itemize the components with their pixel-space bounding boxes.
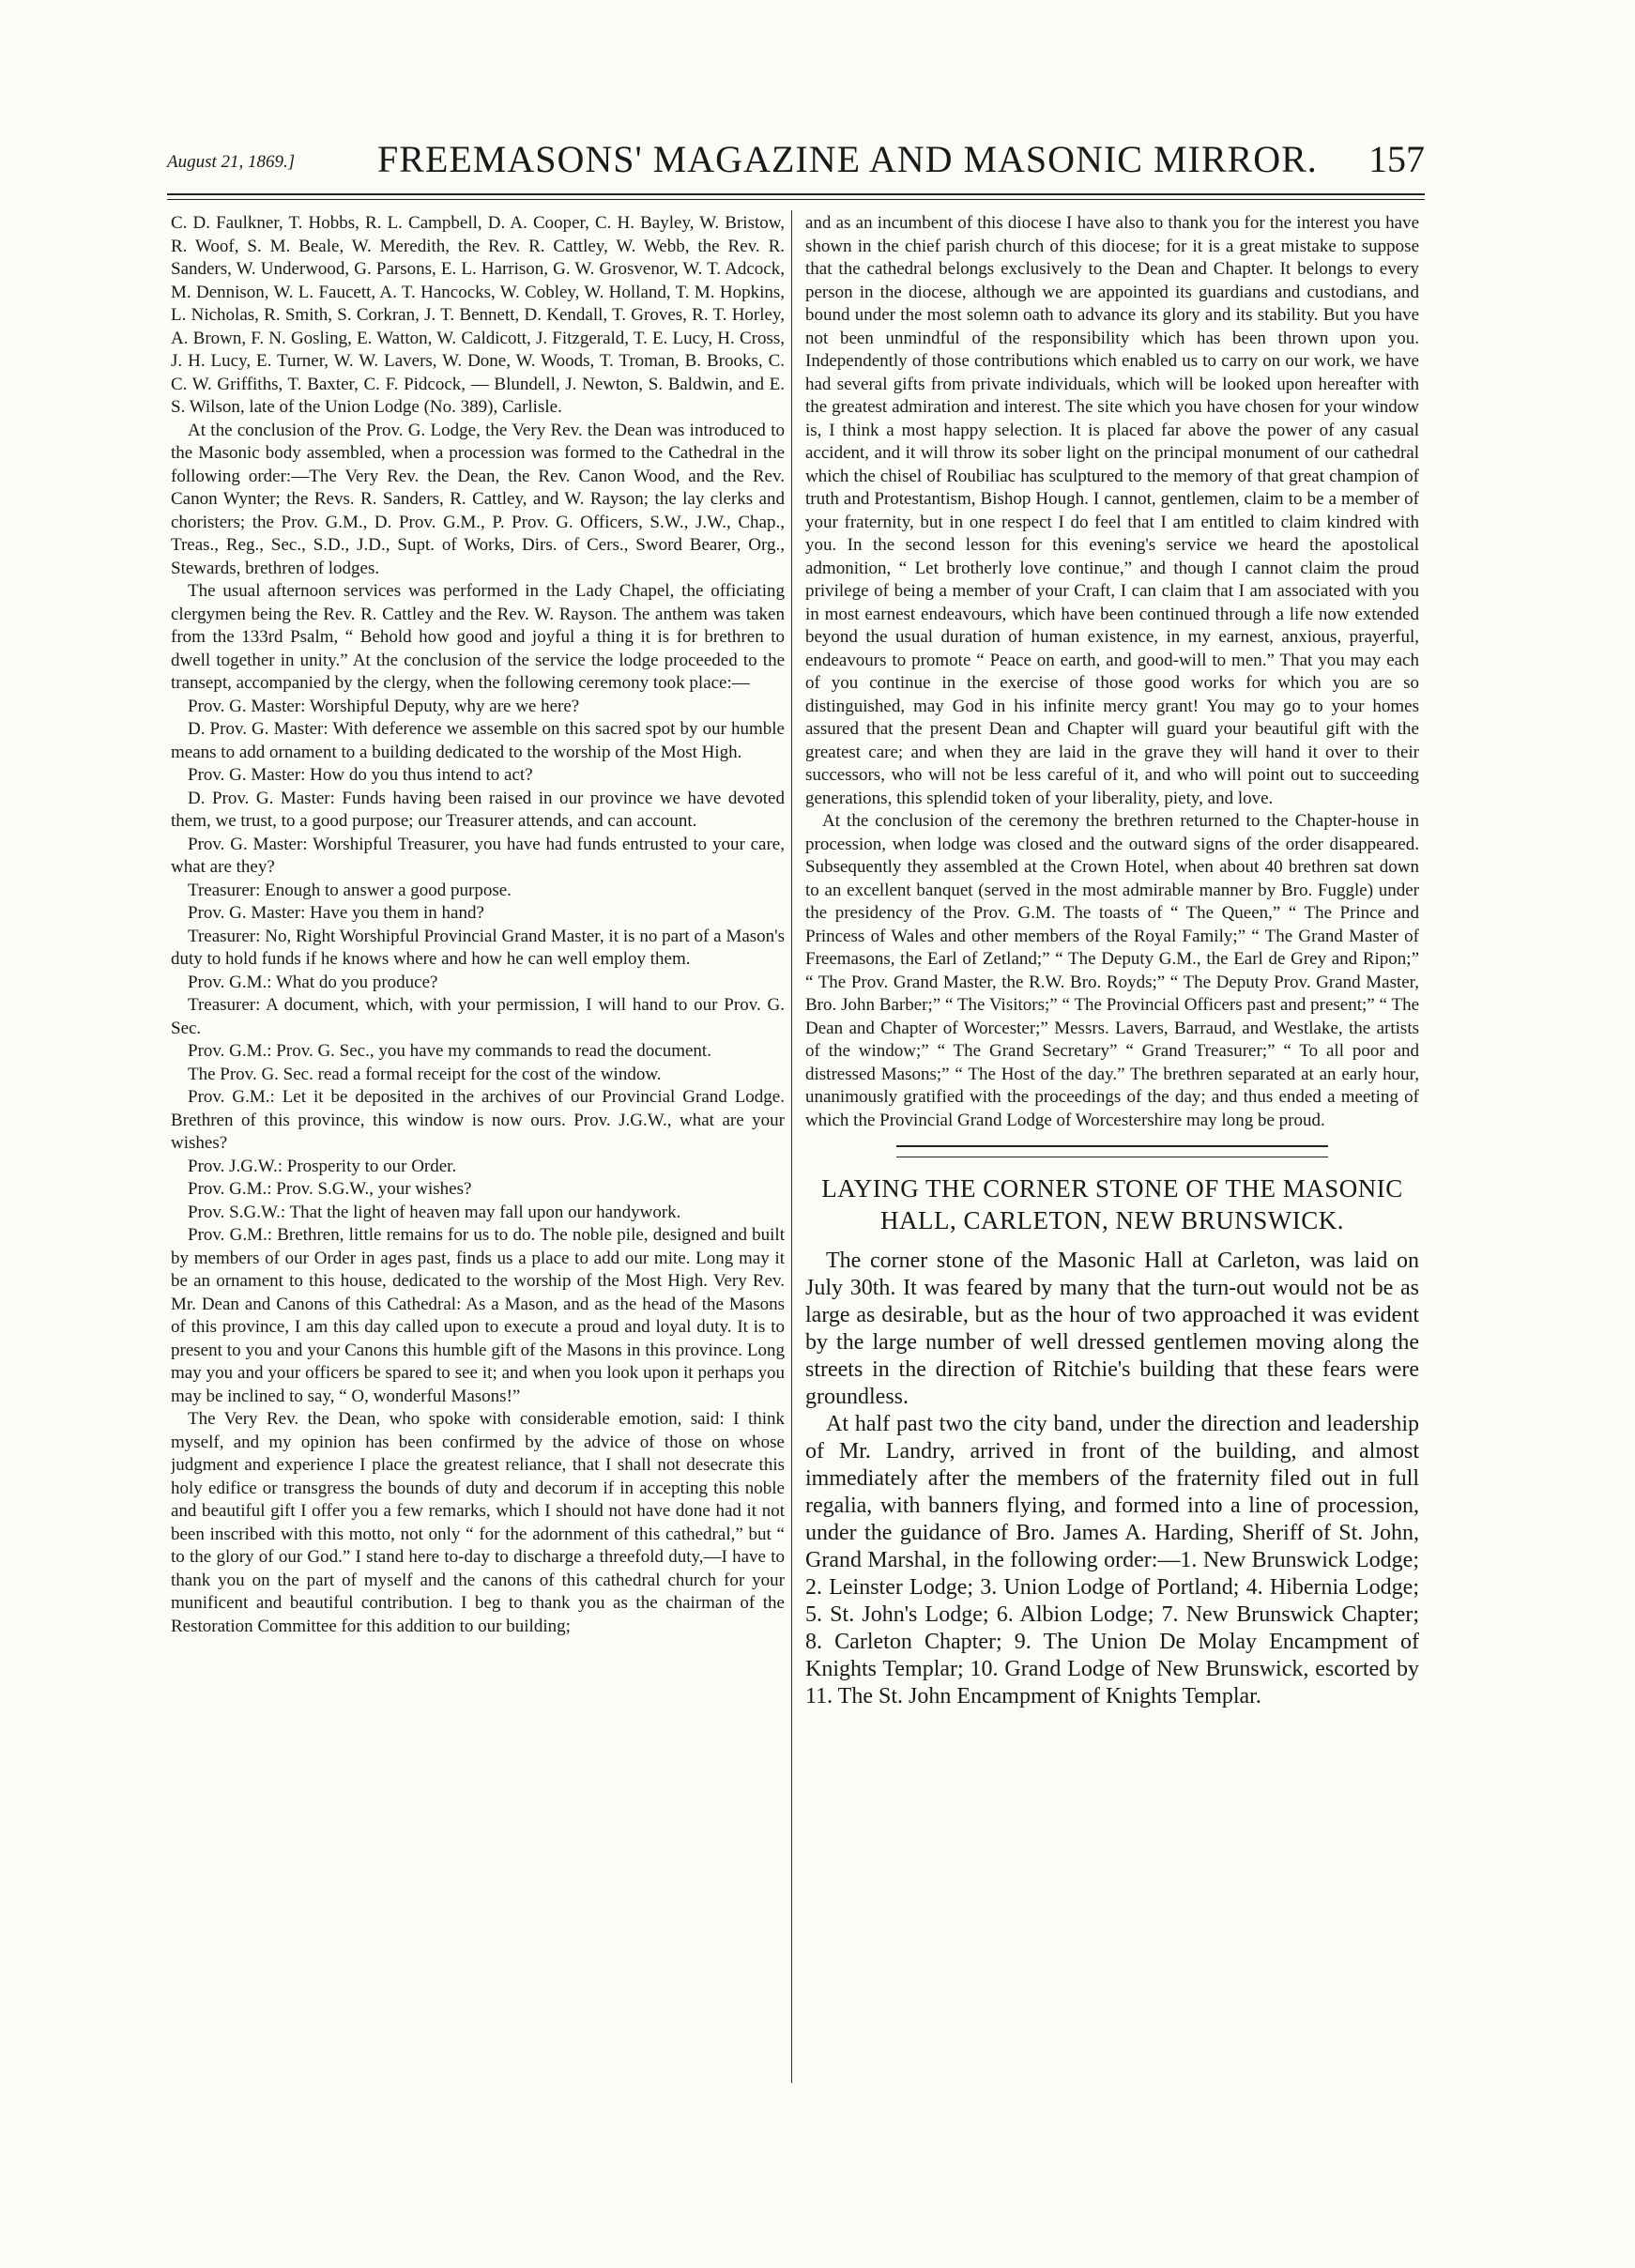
paragraph: C. D. Faulkner, T. Hobbs, R. L. Campbell, D. A. Cooper, C. H. Bayley, W. Bristow, R. Woof, S. M. Beale, W. Meredith, the Rev. R. Cattley, W. Webb, the Rev. R. Sanders, W. Underwood, G. Parsons, E. L. Harrison, G. W. Grosvenor, W. T. Adcock, M. Dennison, W. L. Faucett, A. T. Hancocks, W. Cobley, W. Holland, T. M. Hopkins, L. Nicholas, R. Smith, S. Corkran, J. T. Bennett, D. Kendall, T. Groves, R. T. Horley, A. Brown, F. N. Gosling, E. Watton, W. Caldicott, J. Fitzgerald, T. E. Lucy, H. Cross, J. H. Lucy, E. Turner, W. W. Lavers, W. Done, W. Woods, T. Troman, B. Brooks, C. C. W. Griffiths, T. Baxter, C. F. Pidcock, — Blundell, J. Newton, S. Baldwin, and E. S. Wilson, late of the Union Lodge (No. 389), Carlisle.: [171, 213, 785, 417]
paragraph: At the conclusion of the ceremony the brethren returned to the Chapter-house in procession, when lodge was closed and the outward signs of the order disappeared. Subsequently they assembled at the Crown Hotel, when about 40 brethren sat down to an excellent banquet (served in the most admirable manner by Bro. Fuggle) under the presidency of the Prov. G.M. The toasts of “ The Queen,” “ The Prince and Princess of Wales and other members of the Royal Family;” “ The Grand Master of Freemasons, the Earl of Zetland;” “ The Deputy G.M., the Earl de Grey and Ripon;” “ The Prov. Grand Master, the R.W. Bro. Royds;” “ The Deputy Prov. Grand Master, Bro. John Barber;” “ The Visitors;” “ The Provincial Officers past and present;” “ The Dean and Chapter of Worcester;” Messrs. Lavers, Barraud, and Westlake, the artists of the window;” “ The Grand Secretary” “ Grand Treasurer;” “ To all poor and distressed Masons;” “ The Host of the day.” The brethren separated at an early hour, unanimously gratified with the proceedings of the day; and thus ended a meeting of which the Provincial Grand Lodge of Worcestershire may long be proud.: [805, 811, 1419, 1130]
article-body: [805, 1248, 1419, 1710]
left-column: [171, 212, 785, 2099]
right-column: [805, 212, 1419, 2099]
masthead-title: FREEMASONS' MAGAZINE AND MASONIC MIRROR.: [377, 138, 1318, 180]
paragraph: and as an incumbent of this diocese I have also to thank you for the interest you have shown in the chief parish church of this diocese; for it is a great mistake to suppose that the cathedral belongs exclusively to the Dean and Chapter. It belongs to every person in the diocese, although we are appointed its guardians and custodians, and bound under the most solemn oath to advance its glory and its stability. But you have not been unmindful of the responsibility which has been thrown upon you. Independently of those contributions which enabled us to carry on our work, we have had several gifts from private individuals, which will be looked upon hereafter with the greatest admiration and interest. The site which you have chosen for your window is, I think a most happy selection. It is placed far above the power of any casual accident, and it will throw its sober light on the principal monument of our cathedral which the chisel of Roubiliac has sculptured to the memory of that great champion of truth and Protestantism, Bishop Hough. I cannot, gentlemen, claim to be a member of your fraternity, but in one respect I do feel that I am entitled to claim kindred with you. In the second lesson for this evening's service we heard the apostolical admonition, “ Let brotherly love continue,” and though I cannot claim the proud privilege of being a member of your Craft, I can claim that I am associated with you in most earnest endeavours, which have been continued through a life now extended beyond the usual duration of human existence, in my earnest, anxious, prayerful, endeavours to promote “ Peace on earth, and good-will to men.” That you may each of you continue in the exercise of those good works for which you are so distinguished, may God in his infinite mercy grant! You may go to your homes assured that the present Dean and Chapter will guard your beautiful gift with the greatest care; and when they are laid in the grave they will hand it over to their successors, who will not be less careful of it, and who will point out to succeeding generations, this splendid token of your liberality, piety, and love.: [805, 213, 1419, 808]
paragraph: The Prov. G. Sec. read a formal receipt for the cost of the window.: [188, 1064, 662, 1084]
paragraph: Treasurer: Enough to answer a good purpose.: [188, 880, 512, 900]
paragraph: Prov. G.M.: What do you produce?: [188, 972, 438, 992]
paragraph: D. Prov. G. Master: Funds having been raised in our province we have devoted them, we trust, to a good purpose; our Treasurer attends, and can account.: [171, 788, 785, 831]
paragraph: The Very Rev. the Dean, who spoke with considerable emotion, said: I think myself, and my opinion has been confirmed by the advice of those on whose judgment and experience I place the greatest reliance, that I shall not desecrate this holy edifice or transgress the bounds of duty and decorum if in accepting this noble and beautiful gift I offer you a few remarks, which I should not have done had it not been inscribed with this motto, not only “ for the adornment of this cathedral,” but “ to the glory of our God.” I stand here to-day to discharge a threefold duty,—I have to thank you on the part of myself and the canons of this cathedral church for your munificent and beautiful contribution. I beg to thank you as the chairman of the Restoration Committee for this addition to our building;: [171, 1409, 785, 1636]
header-date: August 21, 1869.]: [167, 152, 296, 172]
header-rule-thin: [167, 199, 1425, 200]
paragraph: Treasurer: A document, which, with your permission, I will hand to our Prov. G. Sec.: [171, 995, 785, 1038]
paragraph: Prov. G.M.: Let it be deposited in the archives of our Provincial Grand Lodge. Brethren of this province, this window is now ours. Prov. J.G.W., what are your wishes?: [171, 1087, 785, 1153]
article-title: LAYING THE CORNER STONE OF THE MASONIC HALL, CARLETON, NEW BRUNSWICK.: [821, 1174, 1403, 1234]
paragraph: The usual afternoon services was performed in the Lady Chapel, the officiating clergymen being the Rev. R. Cattley and the Rev. W. Rayson. The anthem was taken from the 133rd Psalm, “ Behold how good and joyful a thing it is for brethren to dwell together in unity.” At the conclusion of the service the lodge proceeded to the transept, accompanied by the clergy, when the following ceremony took place:—: [171, 581, 785, 693]
paragraph: Prov. S.G.W.: That the light of heaven may fall upon our handywork.: [188, 1202, 681, 1222]
paragraph: Prov. G. Master: How do you thus intend to act?: [188, 765, 533, 785]
section-separator: [896, 1145, 1328, 1147]
paragraph: Prov. G. Master: Have you them in hand?: [188, 903, 484, 923]
paragraph: Prov. G. Master: Worshipful Treasurer, you have had funds entrusted to your care, what are they?: [171, 834, 785, 877]
column-divider: [791, 210, 792, 2083]
page-number: 157: [1368, 138, 1425, 180]
paragraph: Prov. G.M.: Brethren, little remains for us to do. The noble pile, designed and built by members of our Order in ages past, finds us a place to add our mite. Long may it be an ornament to this house, dedicated to the worship of the Most High. Very Rev. Mr. Dean and Canons of this Cathedral: As a Mason, and as the head of the Masons of this province, I am this day called upon to execute a proud and loyal duty. It is to present to you and your Canons this humble gift of the Masons in this province. Long may you and your officers be spared to see it; and when you look upon it perhaps you may be inclined to say, “ O, wonderful Masons!”: [171, 1225, 785, 1406]
paragraph: At the conclusion of the Prov. G. Lodge, the Very Rev. the Dean was introduced to the Masonic body assembled, when a procession was formed to the Cathedral in the following order:—The Very Rev. the Dean, the Rev. Canon Wood, and the Rev. Canon Wynter; the Revs. R. Sanders, R. Cattley, and W. Rayson; the lay clerks and choristers; the Prov. G.M., D. Prov. G.M., P. Prov. G. Officers, S.W., J.W., Chap., Treas., Reg., Sec., S.D., J.D., Supt. of Works, Dirs. of Cers., Sword Bearer, Org., Stewards, brethren of lodges.: [171, 420, 785, 578]
paragraph: Prov. G. Master: Worshipful Deputy, why are we here?: [188, 696, 580, 716]
paragraph: Treasurer: No, Right Worshipful Provincial Grand Master, it is no part of a Mason's duty to hold funds if he knows where and how he can well employ them.: [171, 926, 785, 969]
paragraph: Prov. G.M.: Prov. S.G.W., your wishes?: [188, 1179, 472, 1199]
page-header: [167, 131, 1425, 188]
paragraph: Prov. J.G.W.: Prosperity to our Order.: [188, 1156, 457, 1176]
paragraph: At half past two the city band, under the direction and leadership of Mr. Landry, arrived in front of the building, and almost immediately after the members of the fraternity filed out in full regalia, with banners flying, and formed into a line of procession, under the guidance of Bro. James A. Harding, Sheriff of St. John, Grand Marshal, in the following order:—1. New Brunswick Lodge; 2. Leinster Lodge; 3. Union Lodge of Portland; 4. Hibernia Lodge; 5. St. John's Lodge; 6. Albion Lodge; 7. New Brunswick Chapter; 8. Carleton Chapter; 9. The Union De Molay Encampment of Knights Templar; 10. Grand Lodge of New Brunswick, escorted by 11. The St. John Encampment of Knights Templar.: [805, 1412, 1419, 1709]
paragraph: The corner stone of the Masonic Hall at Carleton, was laid on July 30th. It was feared by many that the turn-out would not be as large as desirable, but as the hour of two approached it was evident by the large number of well dressed gentlemen moving along the streets in the direction of Ritchie's building that these fears were groundless.: [805, 1249, 1419, 1409]
paragraph: D. Prov. G. Master: With deference we assemble on this sacred spot by our humble means to add ornament to a building dedicated to the worship of the Most High.: [171, 719, 785, 762]
paragraph: Prov. G.M.: Prov. G. Sec., you have my commands to read the document.: [188, 1041, 711, 1061]
header-rule: [167, 193, 1425, 195]
